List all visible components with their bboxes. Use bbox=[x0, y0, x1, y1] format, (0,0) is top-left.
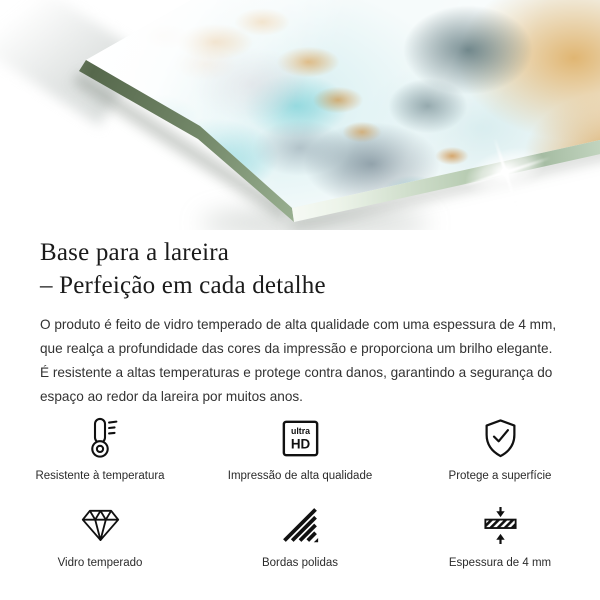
feature-label: Bordas polidas bbox=[261, 557, 339, 569]
product-description: O produto é feito de vidro temperado de alta qualidade com uma espessura de 4 mm, que realça a profundidade das cores da impressão e proporciona um brilho elegante. É resistente a altas temperaturas e protege contra danos, garantindo a segurança do espaço ao redor da lareira por muitos anos. bbox=[40, 317, 557, 404]
feature-thickness bbox=[400, 499, 600, 570]
feature-label: Vidro temperado bbox=[57, 557, 143, 569]
diamond-icon bbox=[81, 503, 120, 547]
feature-grid bbox=[0, 412, 600, 570]
feature-polished-edges bbox=[200, 499, 400, 570]
page-title bbox=[40, 236, 560, 302]
polished-edges-icon bbox=[281, 503, 319, 547]
feature-label: Protege a superfície bbox=[448, 470, 552, 482]
text-content bbox=[0, 236, 600, 409]
thermometer-icon bbox=[80, 416, 120, 460]
ultra-hd-text-top: ultra bbox=[290, 425, 310, 436]
feature-temperature bbox=[0, 412, 200, 483]
feature-label: Espessura de 4 mm bbox=[448, 557, 552, 569]
page-title-line1: Base para a lareira bbox=[40, 239, 230, 266]
ultra-hd-icon bbox=[282, 416, 319, 460]
feature-tempered-glass bbox=[0, 499, 200, 570]
feature-label: Resistente à temperatura bbox=[35, 470, 165, 482]
feature-protect-surface bbox=[400, 412, 600, 483]
page-title-line2: – Perfeição em cada detalhe bbox=[40, 272, 326, 299]
feature-print-quality bbox=[200, 412, 400, 483]
thickness-compress-icon bbox=[482, 503, 519, 547]
feature-label: Impressão de alta qualidade bbox=[227, 470, 373, 482]
product-image bbox=[0, 0, 600, 230]
shield-check-icon bbox=[482, 416, 519, 460]
ultra-hd-text-bottom: HD bbox=[290, 436, 310, 452]
